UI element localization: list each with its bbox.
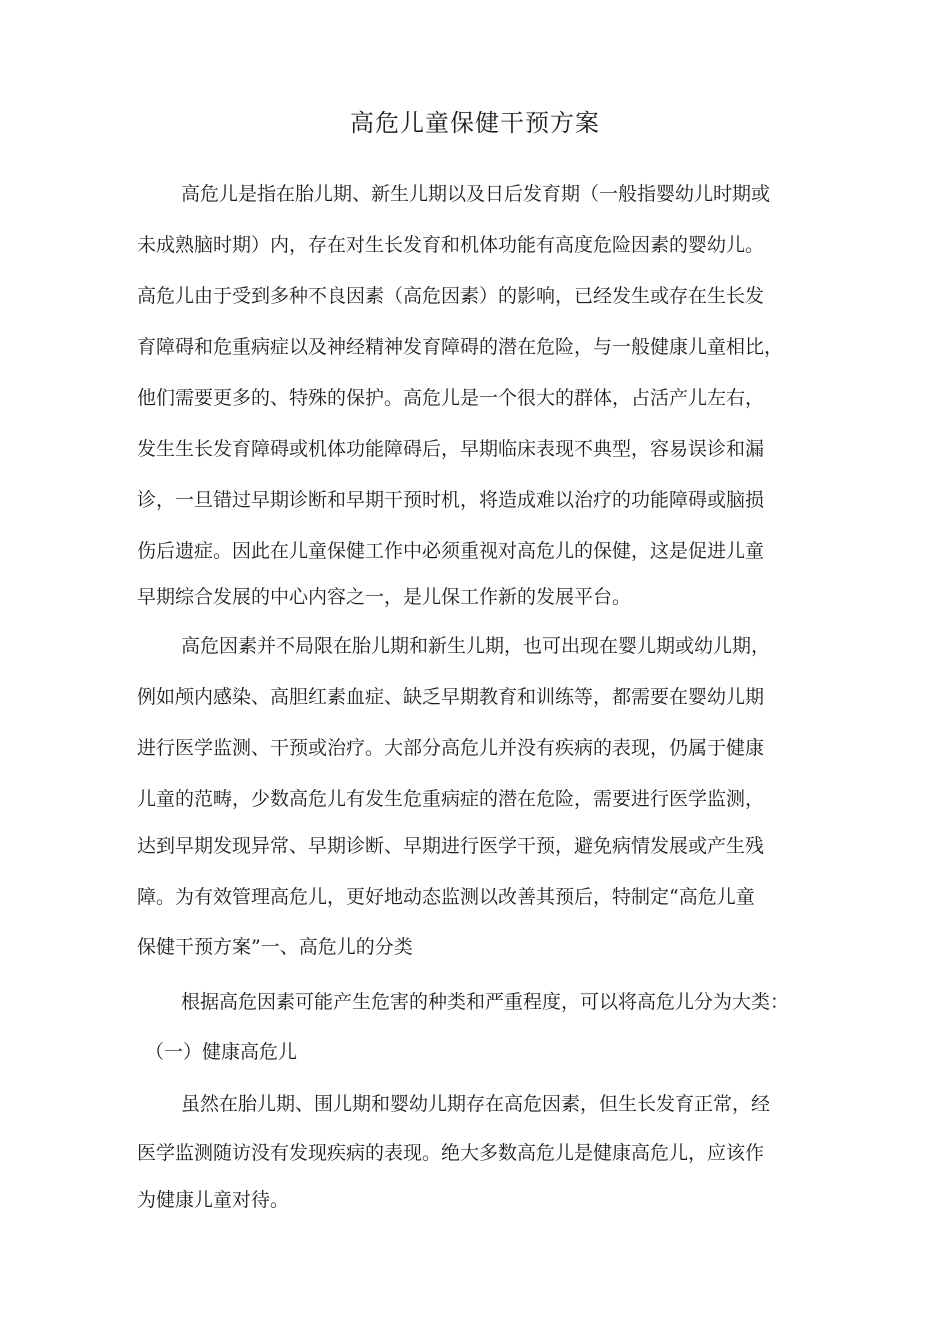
text-line: 发生生长发育障碍或机体功能障碍后，早期临床表现不典型，容易误诊和漏 — [137, 438, 765, 460]
text-line: 育障碍和危重病症以及神经精神发育障碍的潜在危险，与一般健康儿童相比， — [137, 336, 784, 358]
text-line: 伤后遗症。因此在儿童保健工作中必须重视对高危儿的保健，这是促进儿童 — [137, 540, 765, 562]
text-line: 医学监测随访没有发现疾病的表现。绝大多数高危儿是健康高危儿，应该作 — [137, 1142, 765, 1164]
text-line: 障。为有效管理高危儿，更好地动态监测以改善其预后，特制定“高危儿童 — [137, 886, 755, 908]
text-line: 高危因素并不局限在胎儿期和新生儿期，也可出现在婴儿期或幼儿期， — [181, 635, 771, 657]
text-line: 保健干预方案”一、高危儿的分类 — [137, 936, 413, 958]
text-line: 高危儿是指在胎儿期、新生儿期以及日后发育期（一般指婴幼儿时期或 — [181, 183, 771, 205]
document-title: 高危儿童保健干预方案 — [350, 109, 600, 137]
section-heading: （一）健康高危儿 — [145, 1041, 298, 1063]
text-line: 诊，一旦错过早期诊断和早期干预时机，将造成难以治疗的功能障碍或脑损 — [137, 489, 765, 511]
text-line: 早期综合发展的中心内容之一，是儿保工作新的发展平台。 — [137, 586, 632, 608]
text-line: 高危儿由于受到多种不良因素（高危因素）的影响，已经发生或存在生长发 — [137, 285, 765, 307]
text-line: 虽然在胎儿期、围儿期和婴幼儿期存在高危因素，但生长发育正常，经 — [181, 1093, 771, 1115]
text-line: 达到早期发现异常、早期诊断、早期进行医学干预，避免病情发展或产生残 — [137, 835, 765, 857]
text-line: 他们需要更多的、特殊的保护。高危儿是一个很大的群体，占活产儿左右， — [137, 387, 765, 409]
text-line: 儿童的范畴，少数高危儿有发生危重病症的潜在危险，需要进行医学监测， — [137, 788, 765, 810]
text-line: 根据高危因素可能产生危害的种类和严重程度，可以将高危儿分为大类： — [181, 991, 790, 1013]
text-line: 例如颅内感染、高胆红素血症、缺乏早期教育和训练等，都需要在婴幼儿期 — [137, 686, 765, 708]
text-line: 未成熟脑时期）内，存在对生长发育和机体功能有高度危险因素的婴幼儿。 — [137, 234, 765, 256]
text-line: 进行医学监测、干预或治疗。大部分高危儿并没有疾病的表现，仍属于健康 — [137, 737, 765, 759]
text-line: 为健康儿童对待。 — [137, 1189, 290, 1211]
